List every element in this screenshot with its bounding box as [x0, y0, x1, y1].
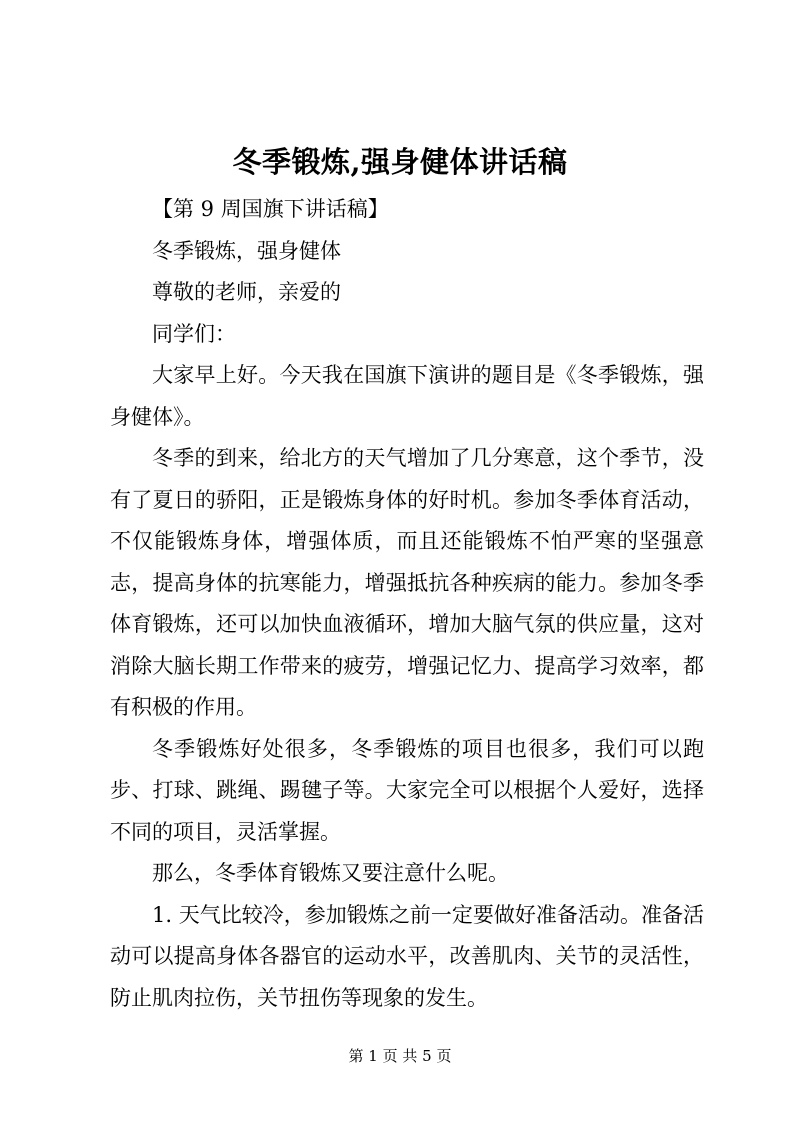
document-body [110, 189, 704, 1019]
paragraph-9: 1. 天气比较冷，参加锻炼之前一定要做好准备活动。准备活动可以提高身体各器官的运动水平，改善肌肉、关节的灵活性，防止肌肉拉伤，关节扭伤等现象的发生。 [110, 902, 704, 1010]
paragraph-4: 同学们： [152, 321, 236, 346]
paragraph-1: 【第 9 周国旗下讲话稿】 [152, 197, 389, 221]
paragraph-2: 冬季锻炼，强身健体 [152, 238, 341, 263]
paragraph-5: 大家早上好。今天我在国旗下演讲的题目是《冬季锻炼，强身健体》。 [110, 363, 704, 429]
page-number-footer: 第 1 页 共 5 页 [348, 1047, 452, 1065]
paragraph-7: 冬季锻炼好处很多，冬季锻炼的项目也很多，我们可以跑步、打球、跳绳、踢毽子等。大家完全可以根据个人爱好，选择不同的项目，灵活掌握。 [110, 736, 704, 844]
paragraph-3: 尊敬的老师，亲爱的 [152, 280, 341, 304]
document-title: 冬季锻炼,强身健体讲话稿 [232, 145, 568, 179]
paragraph-8: 那么，冬季体育锻炼又要注意什么呢。 [152, 861, 509, 885]
paragraph-6: 冬季的到来，给北方的天气增加了几分寒意，这个季节，没有了夏日的骄阳，正是锻炼身体的好时机。参加冬季体育活动，不仅能锻炼身体，增强体质，而且还能锻炼不怕严寒的坚强意志，提高身体的抗寒能力，增强抵抗各种疾病的能力。参加冬季体育锻炼，还可以加快血液循环，增加大脑气氛的供应量，这对消除大脑长期工作带来的疲劳，增强记忆力、提高学习效率，都有积极的作用。 [110, 446, 704, 719]
